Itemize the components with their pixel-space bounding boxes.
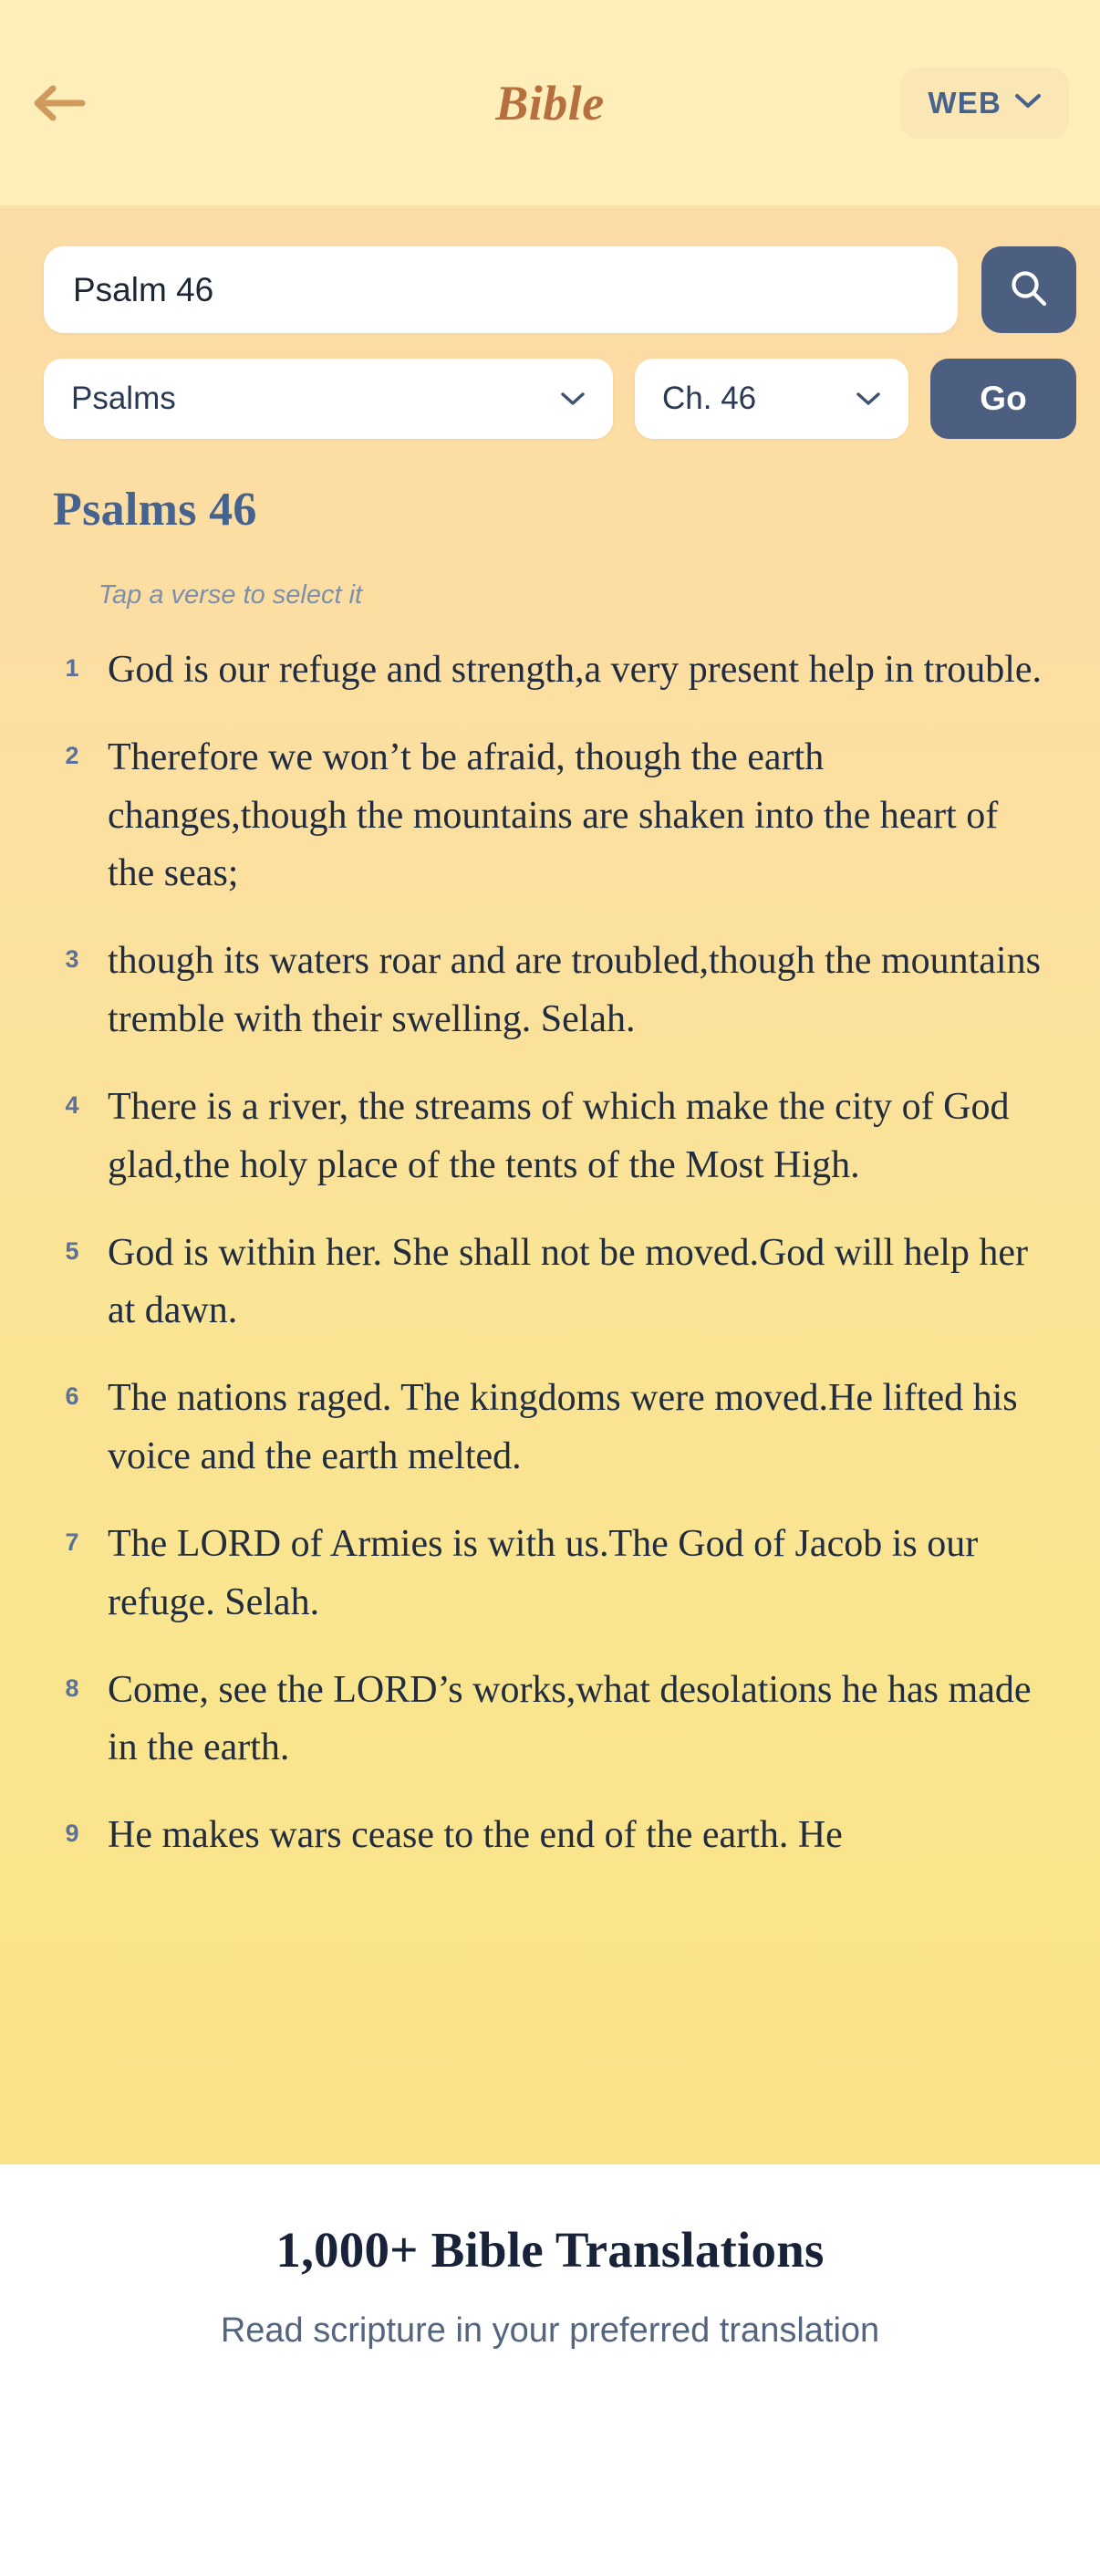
- promo-banner: [0, 2164, 1100, 2576]
- verse-row[interactable]: [36, 714, 1064, 918]
- back-button[interactable]: [31, 68, 102, 139]
- translation-selector[interactable]: [900, 68, 1069, 139]
- chevron-down-icon: [542, 391, 586, 407]
- tap-verse-hint: Tap a verse to select it: [99, 580, 363, 610]
- verse-row[interactable]: [36, 1792, 1064, 1880]
- book-select-value: Psalms: [71, 381, 176, 416]
- verse-number: 3: [65, 945, 79, 974]
- verse-row[interactable]: [36, 1501, 1064, 1647]
- app-header: [0, 0, 1100, 208]
- chapter-select-value: Ch. 46: [662, 381, 757, 416]
- go-button[interactable]: Go: [930, 359, 1076, 439]
- verse-number: 2: [65, 741, 79, 769]
- verse-text: Come, see the LORD’s works,what desolations he has made in the earth.: [108, 1668, 1032, 1769]
- chapter-title: Psalms 46: [53, 484, 257, 536]
- search-button[interactable]: [981, 246, 1076, 333]
- verse-text: Therefore we won’t be afraid, though the earth changes,though the mountains are shaken into the heart of the seas;: [108, 735, 999, 895]
- arrow-left-icon: [31, 82, 86, 124]
- verse-row[interactable]: [36, 627, 1064, 714]
- search-bar-row: [0, 208, 1100, 333]
- verse-row[interactable]: [36, 1355, 1064, 1501]
- chevron-down-icon: [1014, 93, 1042, 112]
- book-select[interactable]: [44, 359, 613, 439]
- verse-row[interactable]: [36, 1210, 1064, 1356]
- verse-number: 6: [65, 1382, 79, 1411]
- verse-text: There is a river, the streams of which make the city of God glad,the holy place of the tents of the Most High.: [108, 1085, 1010, 1186]
- verse-number: 8: [65, 1674, 79, 1702]
- promo-banner-subtitle: Read scripture in your preferred translation: [220, 2311, 880, 2350]
- chevron-down-icon: [837, 391, 881, 407]
- verse-list: [0, 610, 1100, 1880]
- book-chapter-row: [0, 333, 1100, 439]
- verse-row[interactable]: [36, 1064, 1064, 1210]
- verse-row[interactable]: [36, 1647, 1064, 1793]
- verse-number: 1: [65, 654, 79, 682]
- verse-number: 7: [65, 1528, 79, 1556]
- verse-number: 4: [65, 1090, 79, 1119]
- chapter-select[interactable]: [635, 359, 908, 439]
- translation-label: WEB: [928, 85, 1001, 120]
- search-icon: [1008, 267, 1050, 312]
- verse-text: God is our refuge and strength,a very present help in trouble.: [108, 649, 1043, 691]
- verse-number: 5: [65, 1236, 79, 1265]
- verse-text: The nations raged. The kingdoms were moved.He lifted his voice and the earth melted.: [108, 1377, 1018, 1478]
- verse-text: The LORD of Armies is with us.The God of Jacob is our refuge. Selah.: [108, 1522, 979, 1623]
- promo-banner-title: 1,000+ Bible Translations: [275, 2222, 825, 2278]
- page-title: Bible: [495, 75, 605, 130]
- search-input[interactable]: [44, 246, 958, 333]
- reader-scroll-area[interactable]: [0, 208, 1100, 2164]
- verse-text: He makes wars cease to the end of the earth. He: [108, 1814, 843, 1857]
- verse-text: God is within her. She shall not be moved.God will help her at dawn.: [108, 1231, 1029, 1332]
- verse-row[interactable]: [36, 918, 1064, 1064]
- verse-number: 9: [65, 1820, 79, 1848]
- verse-text: though its waters roar and are troubled,though the mountains tremble with their swelling. Selah.: [108, 940, 1041, 1041]
